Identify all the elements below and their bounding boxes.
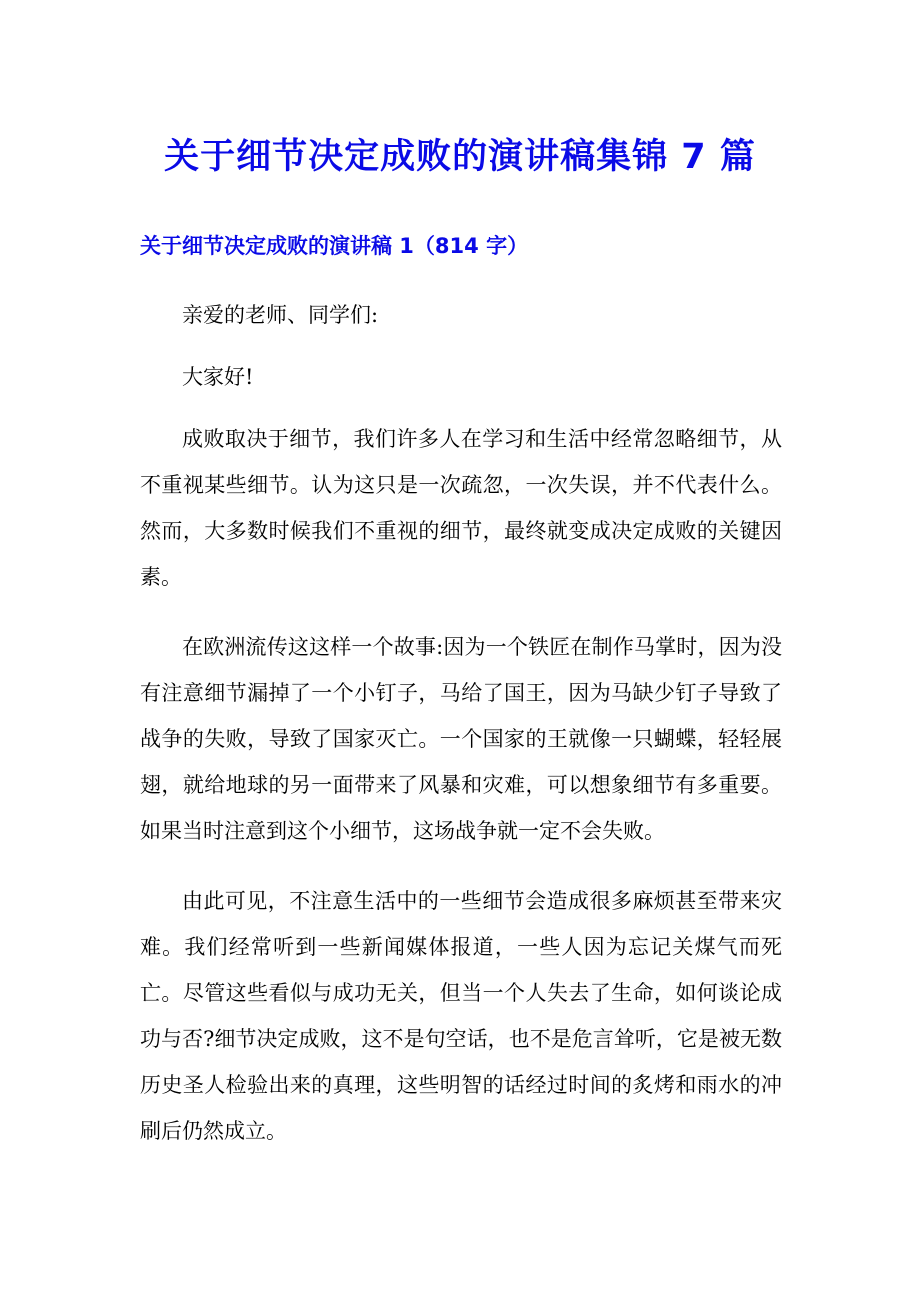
body-paragraph-1: 成败取决于细节，我们许多人在学习和生活中经常忽略细节，从不重视某些细节。认为这只是一次疏忽，一次失误，并不代表什么。然而，大多数时候我们不重视的细节，最终就变成决定成败的关键因素。 (140, 427, 782, 589)
greeting-paragraph: 亲爱的老师、同学们: (182, 303, 379, 327)
body-paragraph-3: 由此可见，不注意生活中的一些细节会造成很多麻烦甚至带来灾难。我们经常听到一些新闻媒体报道，一些人因为忘记关煤气而死亡。尽管这些看似与成功无关，但当一个人失去了生命，如何谈论成功与否?细节决定成败，这不是句空话，也不是危言耸听，它是被无数历史圣人检验出来的真理，这些明智的话经过时间的炙烤和雨水的冲刷后仍然成立。 (140, 889, 782, 1143)
section-heading: 关于细节决定成败的演讲稿 1（814 字） (140, 234, 529, 258)
body-paragraph-2: 在欧洲流传这这样一个故事:因为一个铁匠在制作马掌时，因为没有注意细节漏掉了一个小钉子，马给了国王，因为马缺少钉子导致了战争的失败，导致了国家灭亡。一个国家的王就像一只蝴蝶，轻轻展翅，就给地球的另一面带来了风暴和灾难，可以想象细节有多重要。如果当时注意到这个小细节，这场战争就一定不会失败。 (140, 635, 782, 843)
document-title: 关于细节决定成败的演讲稿集锦 7 篇 (164, 137, 756, 177)
salutation-paragraph: 大家好! (182, 365, 254, 389)
document-body (140, 292, 782, 1178)
